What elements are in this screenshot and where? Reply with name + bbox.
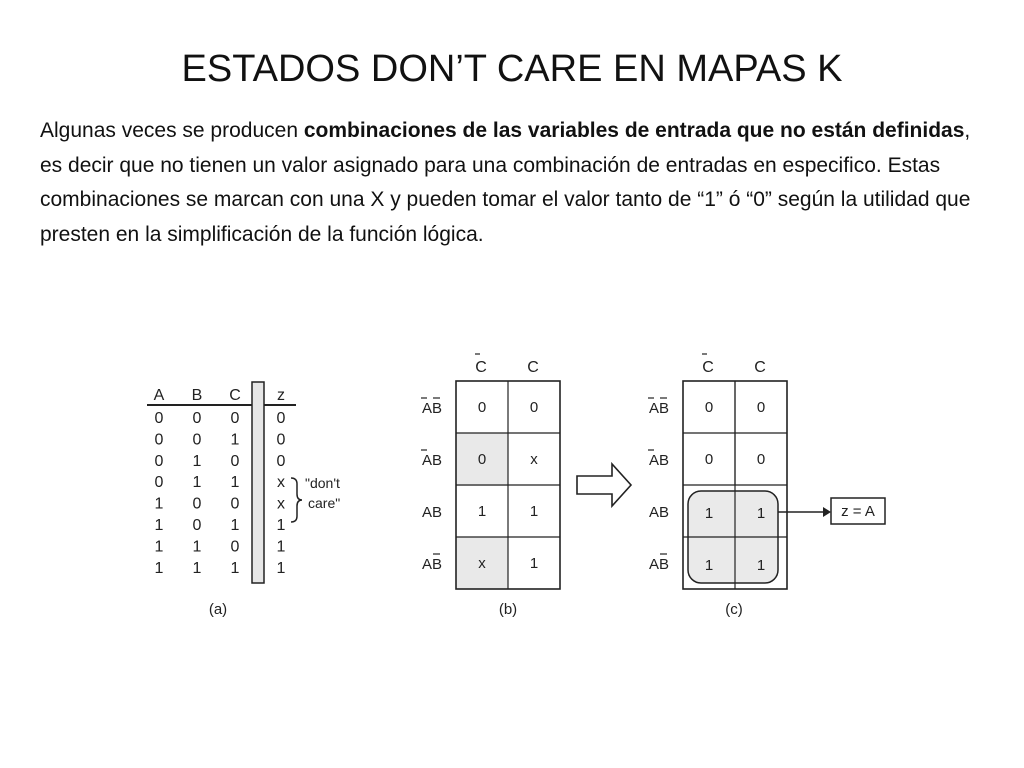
paragraph-text-1: Algunas veces se producen bbox=[40, 119, 304, 142]
truth-table-cell: 0 bbox=[230, 452, 240, 470]
truth-table bbox=[147, 382, 340, 618]
header-b: B bbox=[191, 387, 203, 404]
truth-table-cell: 0 bbox=[276, 431, 286, 449]
kmap_b-cell: 1 bbox=[477, 503, 487, 520]
kmap_c-row-header: AB bbox=[648, 400, 670, 417]
dont-care-note-1: "don't bbox=[305, 475, 340, 491]
dont-care-note-2: care" bbox=[308, 495, 341, 511]
truth-table-cell: 1 bbox=[154, 538, 164, 556]
truth-table-cell: x bbox=[277, 495, 285, 513]
kmap_c-col-header: C bbox=[754, 359, 766, 376]
kmap_b-row-header: AB bbox=[421, 452, 443, 469]
kmap_b-row-header: AB bbox=[421, 504, 443, 521]
kmap_b-row-header: AB bbox=[421, 556, 443, 573]
header-a: A bbox=[153, 387, 165, 404]
truth-table-cell: 0 bbox=[154, 452, 164, 470]
kmap_c-cell: 0 bbox=[704, 451, 714, 468]
kmap_b-col-header: C bbox=[527, 359, 539, 376]
truth-table-cell: 0 bbox=[154, 474, 164, 492]
kmap_b-cell: x bbox=[478, 555, 486, 572]
kmap-c-cell: 1 bbox=[704, 557, 714, 574]
truth-table-cell: x bbox=[277, 474, 285, 492]
header-z: z bbox=[277, 387, 285, 404]
truth-table-cell: 1 bbox=[154, 495, 164, 513]
dont-care-brace bbox=[291, 478, 302, 522]
kmap_c-cell: 0 bbox=[704, 399, 714, 416]
kmap_b-row-header: AB bbox=[421, 400, 443, 417]
kmap_c-cell: 0 bbox=[756, 399, 766, 416]
truth-table-cell: 0 bbox=[154, 410, 164, 427]
kmap_b-cell: 0 bbox=[477, 451, 487, 468]
kmap_c-cell: 0 bbox=[756, 451, 766, 468]
truth-table-cell: 0 bbox=[230, 495, 240, 513]
truth-table-cell: 1 bbox=[192, 452, 202, 470]
paragraph-text-2: , es decir que no tienen un valor asignado para una combinación de entradas en especifico. Estas combinaciones se marcan con una X y pueden tomar el valor tanto de “1” ó “0” según la utilidad que presten en la simplificación de la función lógica. bbox=[40, 119, 971, 246]
truth-table-cell: 1 bbox=[154, 517, 164, 534]
kmap_b-cell: 0 bbox=[477, 399, 487, 416]
truth-table-cell: 1 bbox=[154, 559, 164, 577]
truth-table-cell: 1 bbox=[230, 474, 240, 492]
truth-table-cell: 0 bbox=[192, 410, 202, 427]
kmap_c-row-header: AB bbox=[648, 452, 670, 469]
truth-table-cell: 0 bbox=[230, 410, 240, 427]
truth-table-cell: 1 bbox=[230, 431, 240, 449]
kmap_c-col-header: C bbox=[702, 359, 714, 376]
kmap_b-cell: 0 bbox=[529, 399, 539, 416]
truth-table-cell: 0 bbox=[276, 452, 286, 470]
kmap-c-cell: 1 bbox=[704, 505, 714, 522]
kmap-b bbox=[421, 354, 560, 618]
truth-table-cell: 0 bbox=[192, 517, 202, 534]
caption-b: (b) bbox=[498, 601, 518, 618]
kmap_b-col-header: C bbox=[475, 359, 487, 376]
truth-table-cell: 1 bbox=[276, 559, 286, 577]
transform-arrow-icon bbox=[577, 464, 631, 506]
header-c: C bbox=[229, 387, 241, 404]
truth-table-rows bbox=[155, 410, 286, 577]
truth-table-cell: 1 bbox=[192, 538, 202, 556]
kmap-c bbox=[648, 354, 885, 618]
kmap_b-cell: x bbox=[530, 451, 538, 468]
truth-table-divider bbox=[252, 382, 264, 583]
truth-table-cell: 1 bbox=[230, 559, 240, 577]
truth-table-cell: 1 bbox=[230, 517, 240, 534]
result-arrow-head-icon bbox=[823, 507, 831, 517]
truth-table-cell: 0 bbox=[192, 431, 202, 449]
truth-table-cell: 1 bbox=[276, 517, 286, 534]
paragraph-bold-text: combinaciones de las variables de entrada que no están definidas bbox=[303, 119, 965, 142]
truth-table-cell: 1 bbox=[276, 538, 286, 556]
kmap-c-cell: 1 bbox=[756, 557, 766, 574]
truth-table-cell: 0 bbox=[154, 431, 164, 449]
kmap_b-cell: 1 bbox=[529, 503, 539, 520]
kmap-c-cell: 1 bbox=[756, 505, 766, 522]
slide-title: ESTADOS DON’T CARE EN MAPAS K bbox=[181, 48, 843, 90]
kmap_c-row-header: AB bbox=[648, 504, 670, 521]
truth-table-cell: 1 bbox=[192, 559, 202, 577]
truth-table-cell: 0 bbox=[230, 538, 240, 556]
kmap_b-cell: 1 bbox=[529, 555, 539, 572]
caption-c: (c) bbox=[725, 601, 743, 618]
result-expression: z = A bbox=[841, 503, 875, 520]
truth-table-cell: 0 bbox=[276, 410, 286, 427]
kmap_c-row-header: AB bbox=[648, 556, 670, 573]
truth-table-cell: 0 bbox=[192, 495, 202, 513]
caption-a: (a) bbox=[208, 601, 228, 618]
truth-table-cell: 1 bbox=[192, 474, 202, 492]
